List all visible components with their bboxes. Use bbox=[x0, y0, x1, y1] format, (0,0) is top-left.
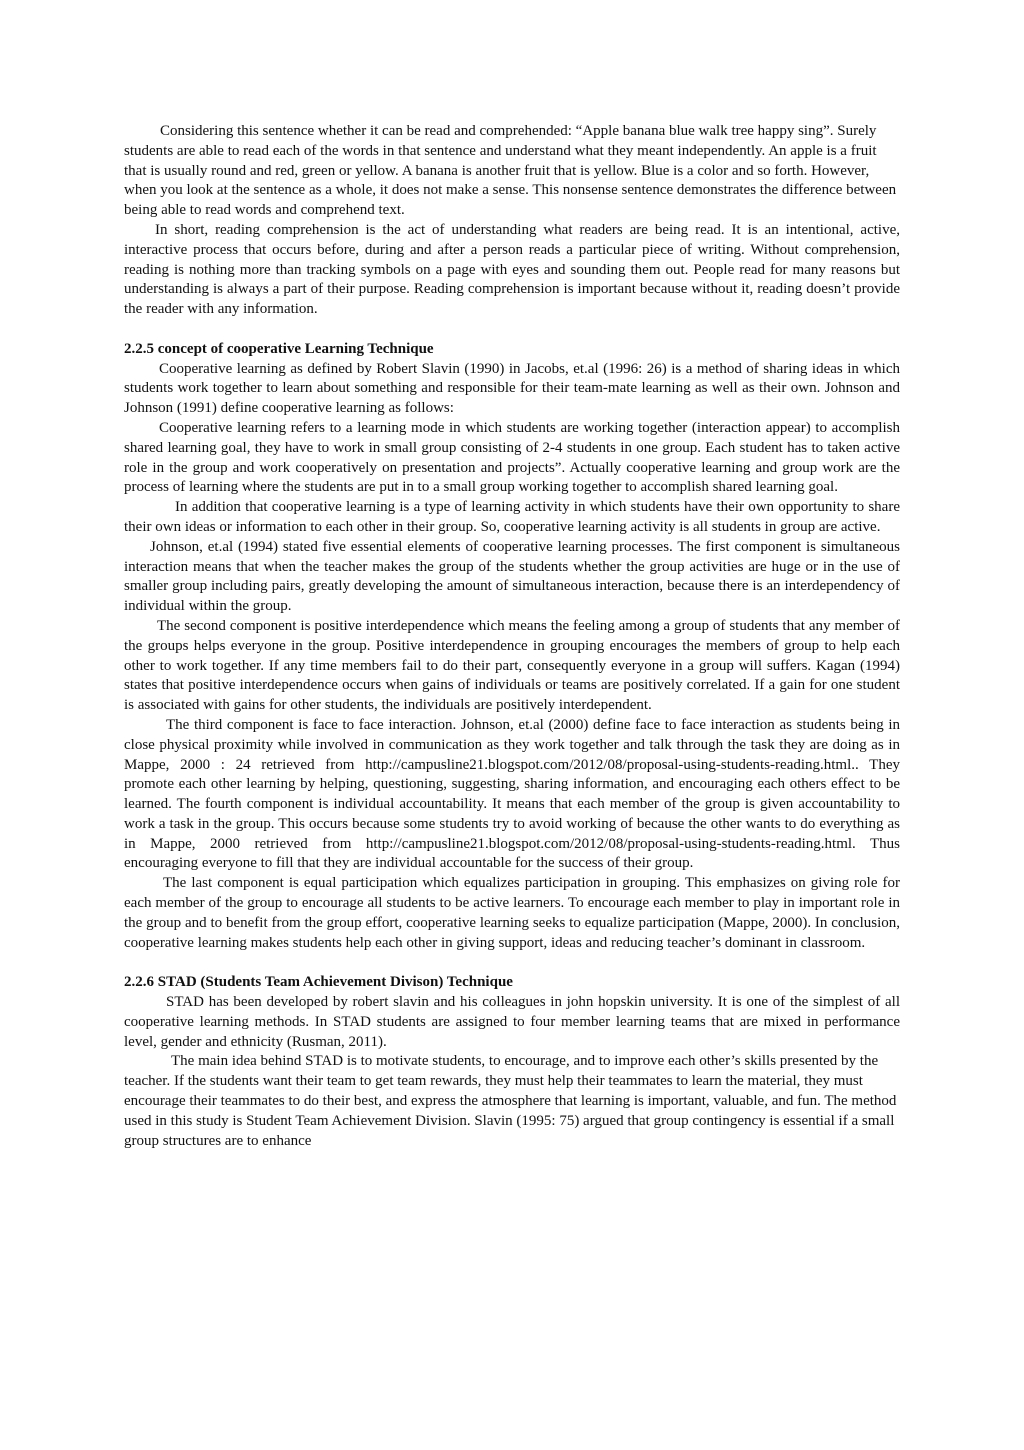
section-gap bbox=[124, 953, 900, 973]
paragraph-face-to-face-interaction: The third component is face to face interaction. Johnson, et.al (2000) define face to face interaction as students being in close physical proximity while involved in communication as they work together and talk through the task they are doing as in Mappe, 2000 : 24 retrieved from http://campusline21.blogspot.com/2012/08/proposal-using-students-reading.html.. They promote each other learning by helping, questioning, suggesting, sharing information, and encouraging each others effect to be learned. The fourth component is individual accountability. It means that each member of the group is given accountability to work a task in the group. This occurs because some students try to avoid working of because the other wants to do everything as in Mappe, 2000 retrieved from http://campusline21.blogspot.com/2012/08/proposal-using-students-reading.html. Thus encouraging everyone to fill that they are individual accountable for the success of their group. bbox=[124, 716, 900, 872]
paragraph-slavin-definition: Cooperative learning as defined by Robert Slavin (1990) in Jacobs, et.al (1996: 26) is a method of sharing ideas in which students work together to learn about something and responsible for their team-mate learning as well as their own. Johnson and Johnson (1991) define cooperative learning as follows: bbox=[124, 360, 900, 417]
paragraph-positive-interdependence: The second component is positive interdependence which means the feeling among a group of students that any member of the groups helps everyone in the group. Positive interdependence in grouping encourages the members of group to help each other to work together. If any time members fail to do their part, consequently everyone in a group will suffers. Kagan (1994) states that positive interdependence occurs when gains of individuals or teams are positively correlated. If a gain for one student is associated with gains for other students, the individuals are positively interdependent. bbox=[124, 617, 900, 714]
paragraph-learning-activity: In addition that cooperative learning is a type of learning activity in which students have their own opportunity to share their own ideas or information to each other in their group. So, cooperative learning activity is all students in group are active. bbox=[124, 499, 900, 535]
section-heading-cooperative-learning: 2.2.5 concept of cooperative Learning Technique bbox=[124, 340, 434, 357]
section-heading-stad: 2.2.6 STAD (Students Team Achievement Divison) Technique bbox=[124, 974, 513, 991]
section-gap bbox=[124, 320, 900, 340]
paragraph-stad-main-idea: The main idea behind STAD is to motivate students, to encourage, and to improve each other’s skills presented by the teacher. If the students want their team to get team rewards, they must help their teammates to learn the material, they must encourage their teammates to do their best, and express the atmosphere that learning is important, valuable, and fun. The method used in this study is Student Team Achievement Division. Slavin (1995: 75) argued that group contingency is essential if a small group structures are to enhance bbox=[124, 1053, 897, 1149]
paragraph-cooperative-learning-mode: Cooperative learning refers to a learning mode in which students are working together (interaction appear) to accomplish shared learning goal, they have to work in small group consisting of 2-4 students in one group. Each student has to taken active role in the group and work cooperatively on presentation and projects”. Actually cooperative learning and group work are the process of learning where the students are put in to a small group working together to accomplish shared learning goal. bbox=[124, 419, 900, 496]
paragraph-stad-development: STAD has been developed by robert slavin and his colleagues in john hopskin university. It is one of the simplest of all cooperative learning methods. In STAD students are assigned to four member learning teams that are mixed in performance level, gender and ethnicity (Rusman, 2011). bbox=[124, 994, 900, 1050]
paragraph-equal-participation: The last component is equal participation which equalizes participation in grouping. This emphasizes on giving role for each member of the group to encourage all students to be active learners. To encourage each member to play in important role in the group and to benefit from the group effort, cooperative learning seeks to equalize participation (Mappe, 2000). In conclusion, cooperative learning makes students help each other in giving support, ideas and reducing teacher’s dominant in classroom. bbox=[124, 875, 900, 951]
paragraph-reading-comprehension: In short, reading comprehension is the act of understanding what readers are being read. It is an intentional, active, interactive process that occurs before, during and after a person reads a particular piece of writing. Without comprehension, reading is nothing more than tracking symbols on a page with eyes and sounding them out. People read for many reasons but understanding is always a part of their purpose. Reading comprehension is important because without it, reading doesn’t provide the reader with any information. bbox=[124, 221, 900, 318]
paragraph-nonsense-sentence: Considering this sentence whether it can be read and comprehended: “Apple banana blue walk tree happy sing”. Surely students are able to read each of the words in that sentence and understand what they meant independently. An apple is a fruit that is usually round and red, green or yellow. A banana is another fruit that is yellow. Blue is a color and so forth. However, when you look at the sentence as a whole, it does not make a sense. This nonsense sentence demonstrates the difference between being able to read words and comprehend text. bbox=[124, 123, 897, 219]
paragraph-five-elements: Johnson, et.al (1994) stated five essential elements of cooperative learning processes. The first component is simultaneous interaction means that when the teacher makes the group of the students whether the group activities are huge or in the use of smaller group including pairs, greatly developing the amount of simultaneous interaction, because there is an interdependency of individual within the group. bbox=[124, 538, 900, 615]
document-page bbox=[124, 122, 900, 1151]
